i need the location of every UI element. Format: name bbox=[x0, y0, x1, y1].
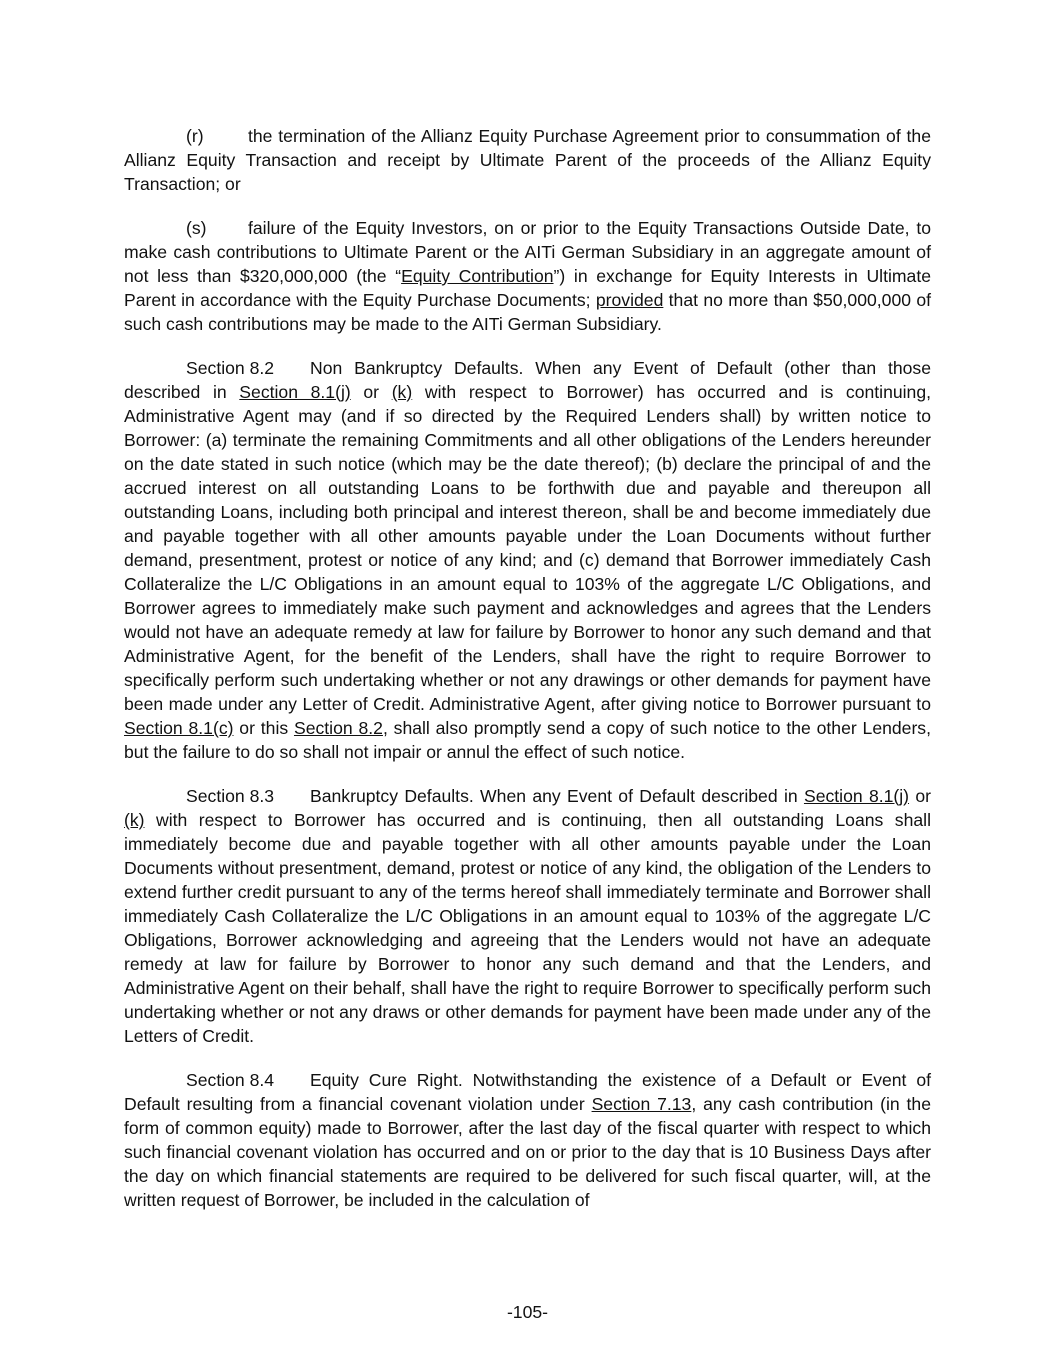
clause-r bbox=[124, 124, 931, 196]
section-text: or bbox=[909, 786, 931, 806]
section-text: with respect to Borrower has occurred and is continuing, then all outstanding Loans shall immediately become due and payable together with all other amounts payable under the Loan Documents without presentment, demand, protest or notice of any kind, the obligation of the Lenders to extend further credit pursuant to any of the terms hereof shall immediately terminate and Borrower shall immediately Cash Collateralize the L/C Obligations in an amount equal to 103% of the aggregate L/C Obligations, Borrower acknowledging and agreeing that the Lenders would not have an adequate remedy at law for failure by Borrower to honor any such demand and that the Lenders, and Administrative Agent on their behalf, shall have the right to require Borrower to specifically perform such undertaking whether or not any draws or other demands for payment have been made under any of the Letters of Credit. bbox=[124, 810, 931, 1046]
clause-text: that no more than $50,000,000 of such cash contributions may be made to the AITi German Subsidiary. bbox=[124, 290, 932, 334]
section-text: Non Bankruptcy Defaults. When any Event of Default (other than those described in bbox=[124, 358, 931, 402]
section-text: Bankruptcy Defaults. When any Event of Default described in bbox=[310, 786, 804, 806]
cross-reference: Section 8.2 bbox=[293, 718, 383, 738]
clause-s bbox=[124, 216, 931, 336]
cross-reference: Section 8.1(j) bbox=[239, 382, 351, 402]
document-body bbox=[124, 124, 931, 1232]
cross-reference: (k) bbox=[391, 382, 413, 402]
page-number: -105- bbox=[506, 1302, 549, 1322]
section-number: Section 8.3 bbox=[186, 786, 275, 806]
defined-term-equity-contribution: Equity Contribution bbox=[401, 266, 554, 286]
section-text: with respect to Borrower) has occurred and is continuing, Administrative Agent may (and if so directed by the Required Lenders shall) by written notice to Borrower: (a) terminate the remaining Commitments and all other obligations of the Lenders hereunder on the date stated in such notice (which may be the date thereof); (b) declare the principal of and the accrued interest on all outstanding Loans to be forthwith due and payable and thereupon all outstanding Loans, including both principal and interest thereon, shall be and become immediately due and payable together with all other amounts payable under the Loan Documents without further demand, presentment, protest or notice of any kind; and (c) demand that Borrower immediately Cash Collateralize the L/C Obligations in an amount equal to 103% of the aggregate L/C Obligations, and Borrower agrees to immediately make such payment and acknowledges and agrees that the Lenders would not have an adequate remedy at law for failure by Borrower to honor any such demand and that Administrative Agent, for the benefit of the Lenders, shall have the right to require Borrower to specifically perform such undertaking whether or not any drawings or other demands for payment have been made under any Letter of Credit. Administrative Agent, after giving notice to Borrower pursuant to bbox=[124, 382, 932, 714]
section-8-4 bbox=[124, 1068, 931, 1212]
section-text: or bbox=[350, 382, 392, 402]
cross-reference: Section 8.1(c) bbox=[124, 718, 234, 738]
cross-reference: Section 8.1(j) bbox=[803, 786, 910, 806]
section-text: , shall also promptly send a copy of such notice to the other Lenders, but the failure to do so shall not impair or annul the effect of such notice. bbox=[124, 718, 931, 762]
clause-text: failure of the Equity Investors, on or prior to the Equity Transactions Outside Date, to make cash contributions to Ultimate Parent or the AITi German Subsidiary in an aggregate amount of not less than $320,000,000 (the “ bbox=[124, 218, 931, 286]
section-text: , any cash contribution (in the form of common equity) made to Borrower, after the last day of the fiscal quarter with respect to which such financial covenant violation has occurred and on or prior to the day that is 10 Business Days after the day on which financial statements are required to be delivered for such fiscal quarter, will, at the written request of Borrower, be included in the calculation of bbox=[124, 1094, 931, 1210]
section-number: Section 8.4 bbox=[186, 1070, 275, 1090]
clause-text: ”) in exchange for Equity Interests in Ultimate Parent in accordance with the Equity Purchase Documents; bbox=[124, 266, 931, 310]
section-text: or this bbox=[233, 718, 294, 738]
cross-reference: Section 7.13 bbox=[591, 1094, 692, 1114]
clause-label: (r) bbox=[186, 126, 204, 146]
section-text: Equity Cure Right. Notwithstanding the existence of a Default or Event of Default resulting from a financial covenant violation under bbox=[124, 1070, 931, 1114]
section-number: Section 8.2 bbox=[186, 358, 275, 378]
proviso-term: provided bbox=[595, 290, 664, 310]
section-8-2 bbox=[124, 356, 931, 764]
clause-text: the termination of the Allianz Equity Purchase Agreement prior to consummation of the Allianz Equity Transaction and receipt by Ultimate Parent of the proceeds of the Allianz Equity Transaction; or bbox=[124, 126, 931, 194]
section-8-3 bbox=[124, 784, 931, 1048]
cross-reference: (k) bbox=[124, 810, 145, 830]
clause-label: (s) bbox=[186, 218, 207, 238]
